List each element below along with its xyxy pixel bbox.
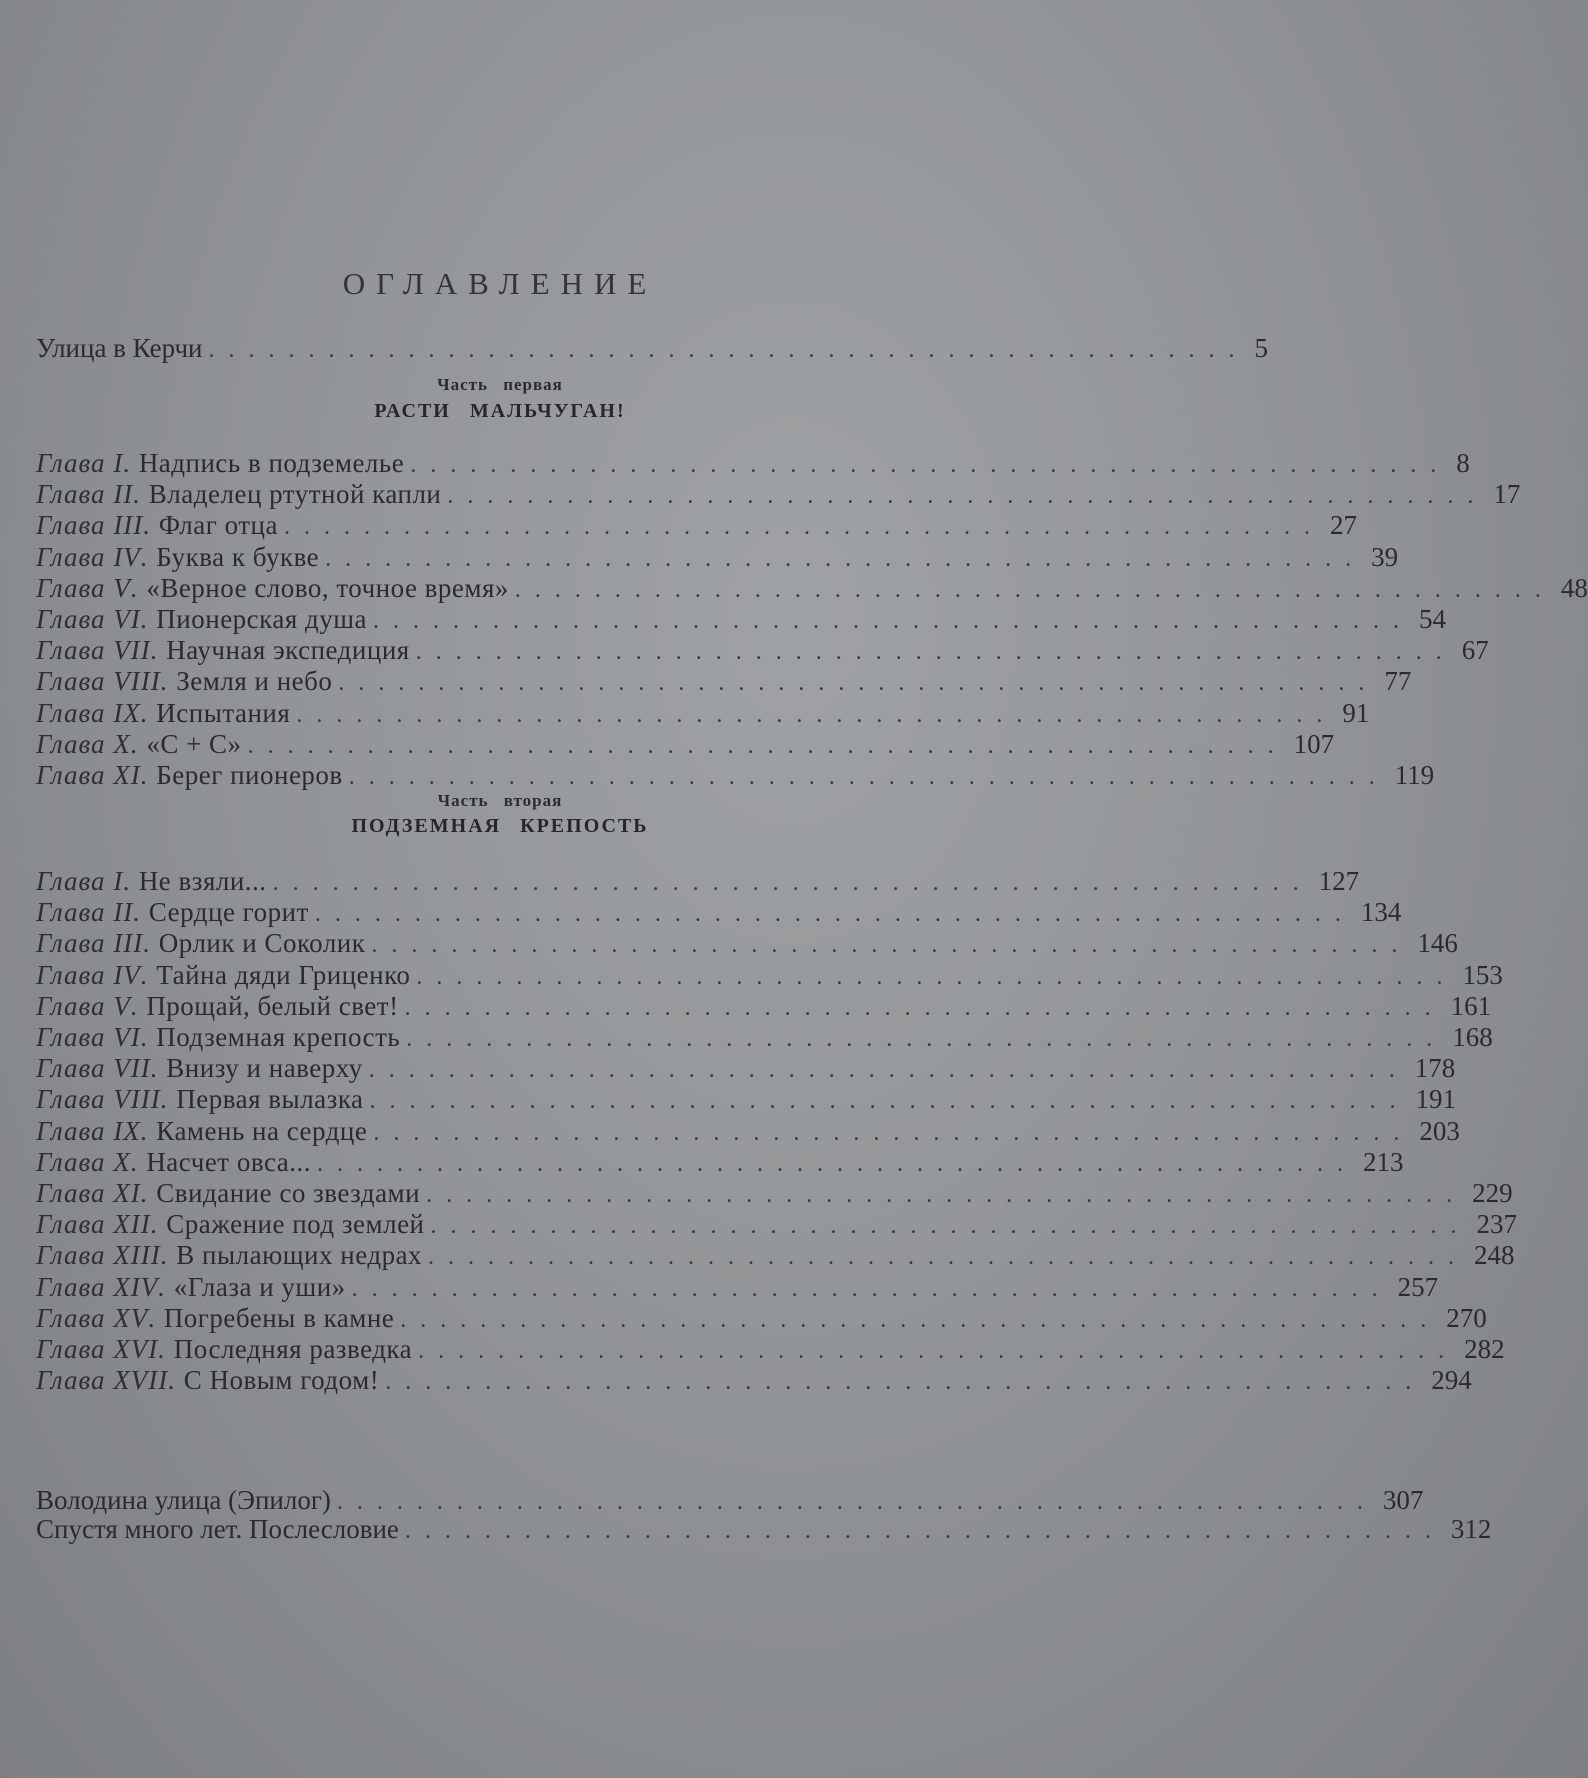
chapter-number: VI <box>113 1022 141 1052</box>
leader-dots: .................................................... <box>369 1088 1410 1115</box>
chapter-title: В пылающих недрах <box>176 1240 423 1271</box>
chapter-number-dot: . <box>130 728 147 759</box>
toc-chapter-row <box>36 1022 1493 1052</box>
toc-page-number: 48 <box>1560 572 1588 603</box>
toc-page-number: 91 <box>1342 697 1370 728</box>
chapter-spacer <box>106 1084 114 1114</box>
toc-chapter-row <box>36 510 1357 541</box>
leader-dots: .................................................... <box>371 932 1412 959</box>
leader-dots: .................................................... <box>426 1182 1467 1208</box>
chapter-spacer <box>106 991 114 1021</box>
chapter-word: Глава <box>36 666 106 697</box>
toc-chapter-row <box>36 1334 1505 1364</box>
chapter-spacer <box>106 604 114 634</box>
toc-chapter-row <box>36 1146 1404 1177</box>
leader-dots: .................................................... <box>385 1369 1426 1396</box>
chapter-number-dot: . <box>168 1365 184 1396</box>
chapter-number: XII <box>113 1209 151 1240</box>
chapter-title: Прощай, белый свет! <box>146 990 399 1021</box>
chapter-number-dot: . <box>158 1271 174 1302</box>
chapter-spacer <box>106 635 114 665</box>
chapter-number-dot: . <box>140 541 157 572</box>
part-title: РАСТИ МАЛЬЧУГАН! <box>374 400 626 422</box>
chapter-number: XI <box>113 1178 141 1208</box>
toc-chapter-row <box>36 541 1399 572</box>
chapter-word: Глава <box>36 1115 106 1146</box>
toc-page-number: 294 <box>1431 1365 1472 1396</box>
leader-dots: .................................................... <box>406 1026 1447 1052</box>
chapter-number-dot: . <box>140 1115 157 1146</box>
leader-dots: .................................................... <box>410 452 1451 478</box>
toc-page-number: 191 <box>1415 1084 1457 1115</box>
chapter-title: Научная экспедиция <box>166 635 410 666</box>
chapter-number: IX <box>113 697 141 728</box>
toc-chapter-row <box>36 697 1370 728</box>
toc-page-number: 161 <box>1450 990 1492 1021</box>
chapter-number-dot: . <box>123 866 139 896</box>
chapter-number: II <box>113 479 134 510</box>
chapter-word: Глава <box>36 1178 106 1208</box>
chapter-number: X <box>113 728 131 759</box>
leader-dots: .................................................... <box>208 337 1249 363</box>
chapter-word: Глава <box>36 959 106 990</box>
toc-page-number: 67 <box>1461 635 1489 666</box>
part-title: ПОДЗЕМНАЯ КРЕПОСТЬ <box>351 815 649 837</box>
toc-chapter-row <box>36 635 1489 666</box>
chapter-title: «Верное слово, точное время» <box>146 572 509 603</box>
chapter-word: Глава <box>36 1302 106 1333</box>
chapter-word: Глава <box>36 897 106 928</box>
chapter-word: Глава <box>36 928 106 959</box>
chapter-number-dot: . <box>140 959 157 990</box>
toc-page-number: 107 <box>1293 728 1335 759</box>
chapter-title: Внизу и наверху <box>166 1053 363 1084</box>
leader-dots: .................................................... <box>314 901 1355 928</box>
chapter-spacer <box>106 1053 114 1083</box>
toc-page-number: 168 <box>1452 1022 1493 1052</box>
toc-page-number: 77 <box>1384 666 1412 697</box>
toc-chapter-row <box>36 728 1335 759</box>
chapter-word: Глава <box>36 1334 106 1364</box>
leader-dots: .................................................... <box>400 1306 1441 1333</box>
leader-dots: .................................................... <box>447 483 1488 510</box>
leader-dots: .................................................... <box>317 1150 1357 1177</box>
chapter-number-dot: . <box>143 928 159 959</box>
chapter-word: Глава <box>36 728 106 759</box>
chapter-word: Глава <box>36 1146 106 1177</box>
chapter-number: VI <box>113 604 141 634</box>
part-label: Часть первая <box>437 375 563 394</box>
toc-page-number: 153 <box>1462 959 1503 990</box>
chapter-number-dot: . <box>140 697 157 728</box>
chapter-number-dot: . <box>130 990 147 1021</box>
chapter-title: Сражение под землей <box>166 1209 425 1240</box>
chapter-word: Глава <box>36 1209 106 1240</box>
toc-chapter-row <box>36 1240 1515 1271</box>
toc-page-number: 8 <box>1456 448 1470 478</box>
chapter-title: Погребены в камне <box>163 1302 395 1333</box>
chapter-title: Пионерская душа <box>156 604 368 634</box>
chapter-number-dot: . <box>143 510 159 541</box>
toc-chapter-row <box>36 959 1503 990</box>
chapter-number: XI <box>113 760 141 790</box>
chapter-word: Глава <box>36 1365 106 1396</box>
toc-page-number: 203 <box>1419 1115 1460 1146</box>
chapter-word: Глава <box>36 1240 106 1271</box>
chapter-word: Глава <box>36 448 106 478</box>
chapter-number: VIII <box>113 666 161 697</box>
chapter-number: XVII <box>113 1365 169 1396</box>
chapter-word: Глава <box>36 541 106 572</box>
toc-chapter-row <box>36 1178 1513 1208</box>
toc-entry-label: Улица в Керчи <box>36 333 203 363</box>
toc-page-number: 5 <box>1254 333 1268 363</box>
toc-closing-row <box>36 1485 1424 1515</box>
leader-dots: .................................................... <box>415 639 1456 666</box>
toc-chapter-row <box>36 572 1588 603</box>
leader-dots: .................................................... <box>404 994 1445 1021</box>
chapter-title: Испытания <box>156 697 291 728</box>
chapter-number-dot: . <box>150 635 167 666</box>
chapter-number-dot: . <box>160 1240 177 1271</box>
leader-dots: .................................................... <box>348 764 1389 790</box>
leader-dots: .................................................... <box>416 963 1457 990</box>
chapter-number-dot: . <box>140 604 157 634</box>
chapter-number: V <box>113 990 131 1021</box>
chapter-word: Глава <box>36 604 106 634</box>
toc-page-number: 213 <box>1363 1146 1404 1177</box>
chapter-number: III <box>113 928 144 959</box>
chapter-spacer <box>106 1022 114 1052</box>
chapter-number: I <box>113 448 124 478</box>
toc-page-number: 119 <box>1394 760 1435 790</box>
chapter-title: С Новым годом! <box>183 1365 380 1396</box>
toc-closing-row <box>36 1514 1492 1544</box>
chapter-title: Последняя разведка <box>173 1334 413 1364</box>
leader-dots: .................................................... <box>428 1244 1469 1271</box>
leader-dots: .................................................... <box>418 1338 1459 1364</box>
chapter-number-dot: . <box>130 1146 147 1177</box>
chapter-title: «С + С» <box>146 728 242 759</box>
toc-chapter-row <box>36 1115 1460 1146</box>
toc-chapter-row <box>36 760 1435 790</box>
chapter-word: Глава <box>36 1084 106 1115</box>
toc-page-number: 270 <box>1446 1302 1487 1333</box>
chapter-number: XV <box>113 1302 149 1333</box>
chapter-spacer <box>106 573 114 603</box>
chapter-number: VII <box>113 635 151 666</box>
chapter-word: Глава <box>36 510 106 541</box>
toc-page-number: 178 <box>1414 1053 1456 1084</box>
chapter-title: Буква к букве <box>156 541 320 572</box>
page-title: ОГЛАВЛЕНИЕ <box>342 266 658 301</box>
chapter-number: IV <box>113 541 141 572</box>
chapter-number-dot: . <box>133 479 149 510</box>
chapter-word: Глава <box>36 1271 106 1302</box>
chapter-number-dot: . <box>160 666 177 697</box>
toc-chapter-row <box>36 897 1402 928</box>
toc-page-number: 27 <box>1329 510 1357 541</box>
leader-dots: .................................................... <box>338 670 1379 697</box>
toc-chapter-row <box>36 866 1360 896</box>
chapter-number-dot: . <box>148 1302 164 1333</box>
chapter-spacer <box>106 666 114 696</box>
chapter-number: IX <box>113 1115 141 1146</box>
chapter-title: Насчет овса... <box>146 1146 311 1177</box>
chapter-number: V <box>113 572 131 603</box>
chapter-number: XIII <box>113 1240 161 1271</box>
chapter-title: Берег пионеров <box>156 760 343 790</box>
toc-chapter-row <box>36 1209 1518 1240</box>
chapter-number-dot: . <box>123 448 139 478</box>
part-label: Часть вторая <box>437 791 563 810</box>
toc-entry-label: Спустя много лет. Послесловие <box>36 1514 399 1544</box>
leader-dots: .................................................... <box>283 514 1324 541</box>
chapter-number: XIV <box>113 1271 159 1302</box>
chapter-title: Не взяли... <box>138 866 267 896</box>
chapter-word: Глава <box>36 572 106 603</box>
leader-dots: .................................................... <box>430 1213 1471 1240</box>
toc-page-number: 257 <box>1397 1271 1439 1302</box>
chapter-title: Тайна дяди Гриценко <box>156 959 411 990</box>
toc-page-number: 282 <box>1464 1334 1505 1364</box>
chapter-word: Глава <box>36 866 106 896</box>
chapter-number-dot: . <box>140 760 157 790</box>
toc-chapter-row <box>36 990 1492 1021</box>
chapter-number: X <box>113 1146 131 1177</box>
chapter-word: Глава <box>36 635 106 666</box>
chapter-number-dot: . <box>133 897 149 928</box>
toc-chapter-row <box>36 666 1412 697</box>
chapter-title: Надпись в подземелье <box>138 448 405 478</box>
toc-chapter-row <box>36 448 1470 478</box>
chapter-title: Владелец ртутной капли <box>148 479 442 510</box>
chapter-number: I <box>113 866 124 896</box>
chapter-number-dot: . <box>150 1053 167 1084</box>
toc-chapter-row <box>36 604 1447 634</box>
leader-dots: .................................................... <box>404 1518 1445 1544</box>
chapter-title: Орлик и Соколик <box>158 928 366 959</box>
toc-intro-row <box>36 333 1268 363</box>
chapter-word: Глава <box>36 697 106 728</box>
chapter-title: «Глаза и уши» <box>173 1271 346 1302</box>
toc-chapter-row <box>36 1271 1439 1302</box>
leader-dots: .................................................... <box>247 732 1288 759</box>
chapter-title: Свидание со звездами <box>156 1178 421 1208</box>
chapter-word: Глава <box>36 990 106 1021</box>
toc-chapter-row <box>36 1084 1457 1115</box>
chapter-word: Глава <box>36 1053 106 1084</box>
toc-page-number: 312 <box>1450 1514 1492 1544</box>
leader-dots: .................................................... <box>325 545 1366 572</box>
chapter-number: XVI <box>113 1334 159 1364</box>
leader-dots: .................................................... <box>296 701 1337 728</box>
toc-chapter-row <box>36 1302 1487 1333</box>
chapter-number-dot: . <box>140 1178 157 1208</box>
toc-page-number: 134 <box>1360 897 1402 928</box>
chapter-number-dot: . <box>150 1209 167 1240</box>
leader-dots: .................................................... <box>368 1057 1409 1084</box>
leader-dots: .................................................... <box>373 1119 1414 1146</box>
chapter-title: Камень на сердце <box>156 1115 368 1146</box>
chapter-title: Земля и небо <box>176 666 333 697</box>
chapter-number: IV <box>113 959 141 990</box>
chapter-number: VII <box>113 1053 151 1084</box>
chapter-title: Подземная крепость <box>156 1022 401 1052</box>
chapter-title: Сердце горит <box>148 897 309 928</box>
leader-dots: .................................................... <box>272 870 1313 896</box>
toc-chapter-row <box>36 928 1458 959</box>
toc-entry-label: Володина улица (Эпилог) <box>36 1485 331 1515</box>
toc-chapter-row <box>36 479 1521 510</box>
toc-page-number: 229 <box>1472 1178 1513 1208</box>
toc-page-number: 307 <box>1382 1485 1424 1515</box>
chapter-number: VIII <box>113 1084 161 1115</box>
chapter-number: II <box>113 897 134 928</box>
chapter-title: Первая вылазка <box>176 1084 364 1115</box>
toc-chapter-row <box>36 1365 1472 1396</box>
toc-chapter-row <box>36 1053 1456 1084</box>
toc-page-number: 127 <box>1318 866 1360 896</box>
leader-dots: .................................................... <box>351 1275 1392 1302</box>
toc-page-number: 248 <box>1474 1240 1515 1271</box>
toc-page-number: 54 <box>1419 604 1447 634</box>
chapter-word: Глава <box>36 760 106 790</box>
toc-page-number: 237 <box>1476 1209 1518 1240</box>
toc-page-number: 17 <box>1493 479 1521 510</box>
chapter-number-dot: . <box>130 572 147 603</box>
chapter-number-dot: . <box>158 1334 174 1364</box>
chapter-title: Флаг отца <box>158 510 278 541</box>
chapter-number: III <box>113 510 144 541</box>
chapter-word: Глава <box>36 1022 106 1052</box>
chapter-number-dot: . <box>160 1084 177 1115</box>
chapter-number-dot: . <box>140 1022 157 1052</box>
leader-dots: .................................................... <box>373 608 1414 634</box>
toc-page-number: 146 <box>1417 928 1458 959</box>
toc-page-number: 39 <box>1371 541 1399 572</box>
leader-dots: .................................................... <box>514 576 1555 603</box>
leader-dots: .................................................... <box>336 1489 1377 1515</box>
chapter-word: Глава <box>36 479 106 510</box>
